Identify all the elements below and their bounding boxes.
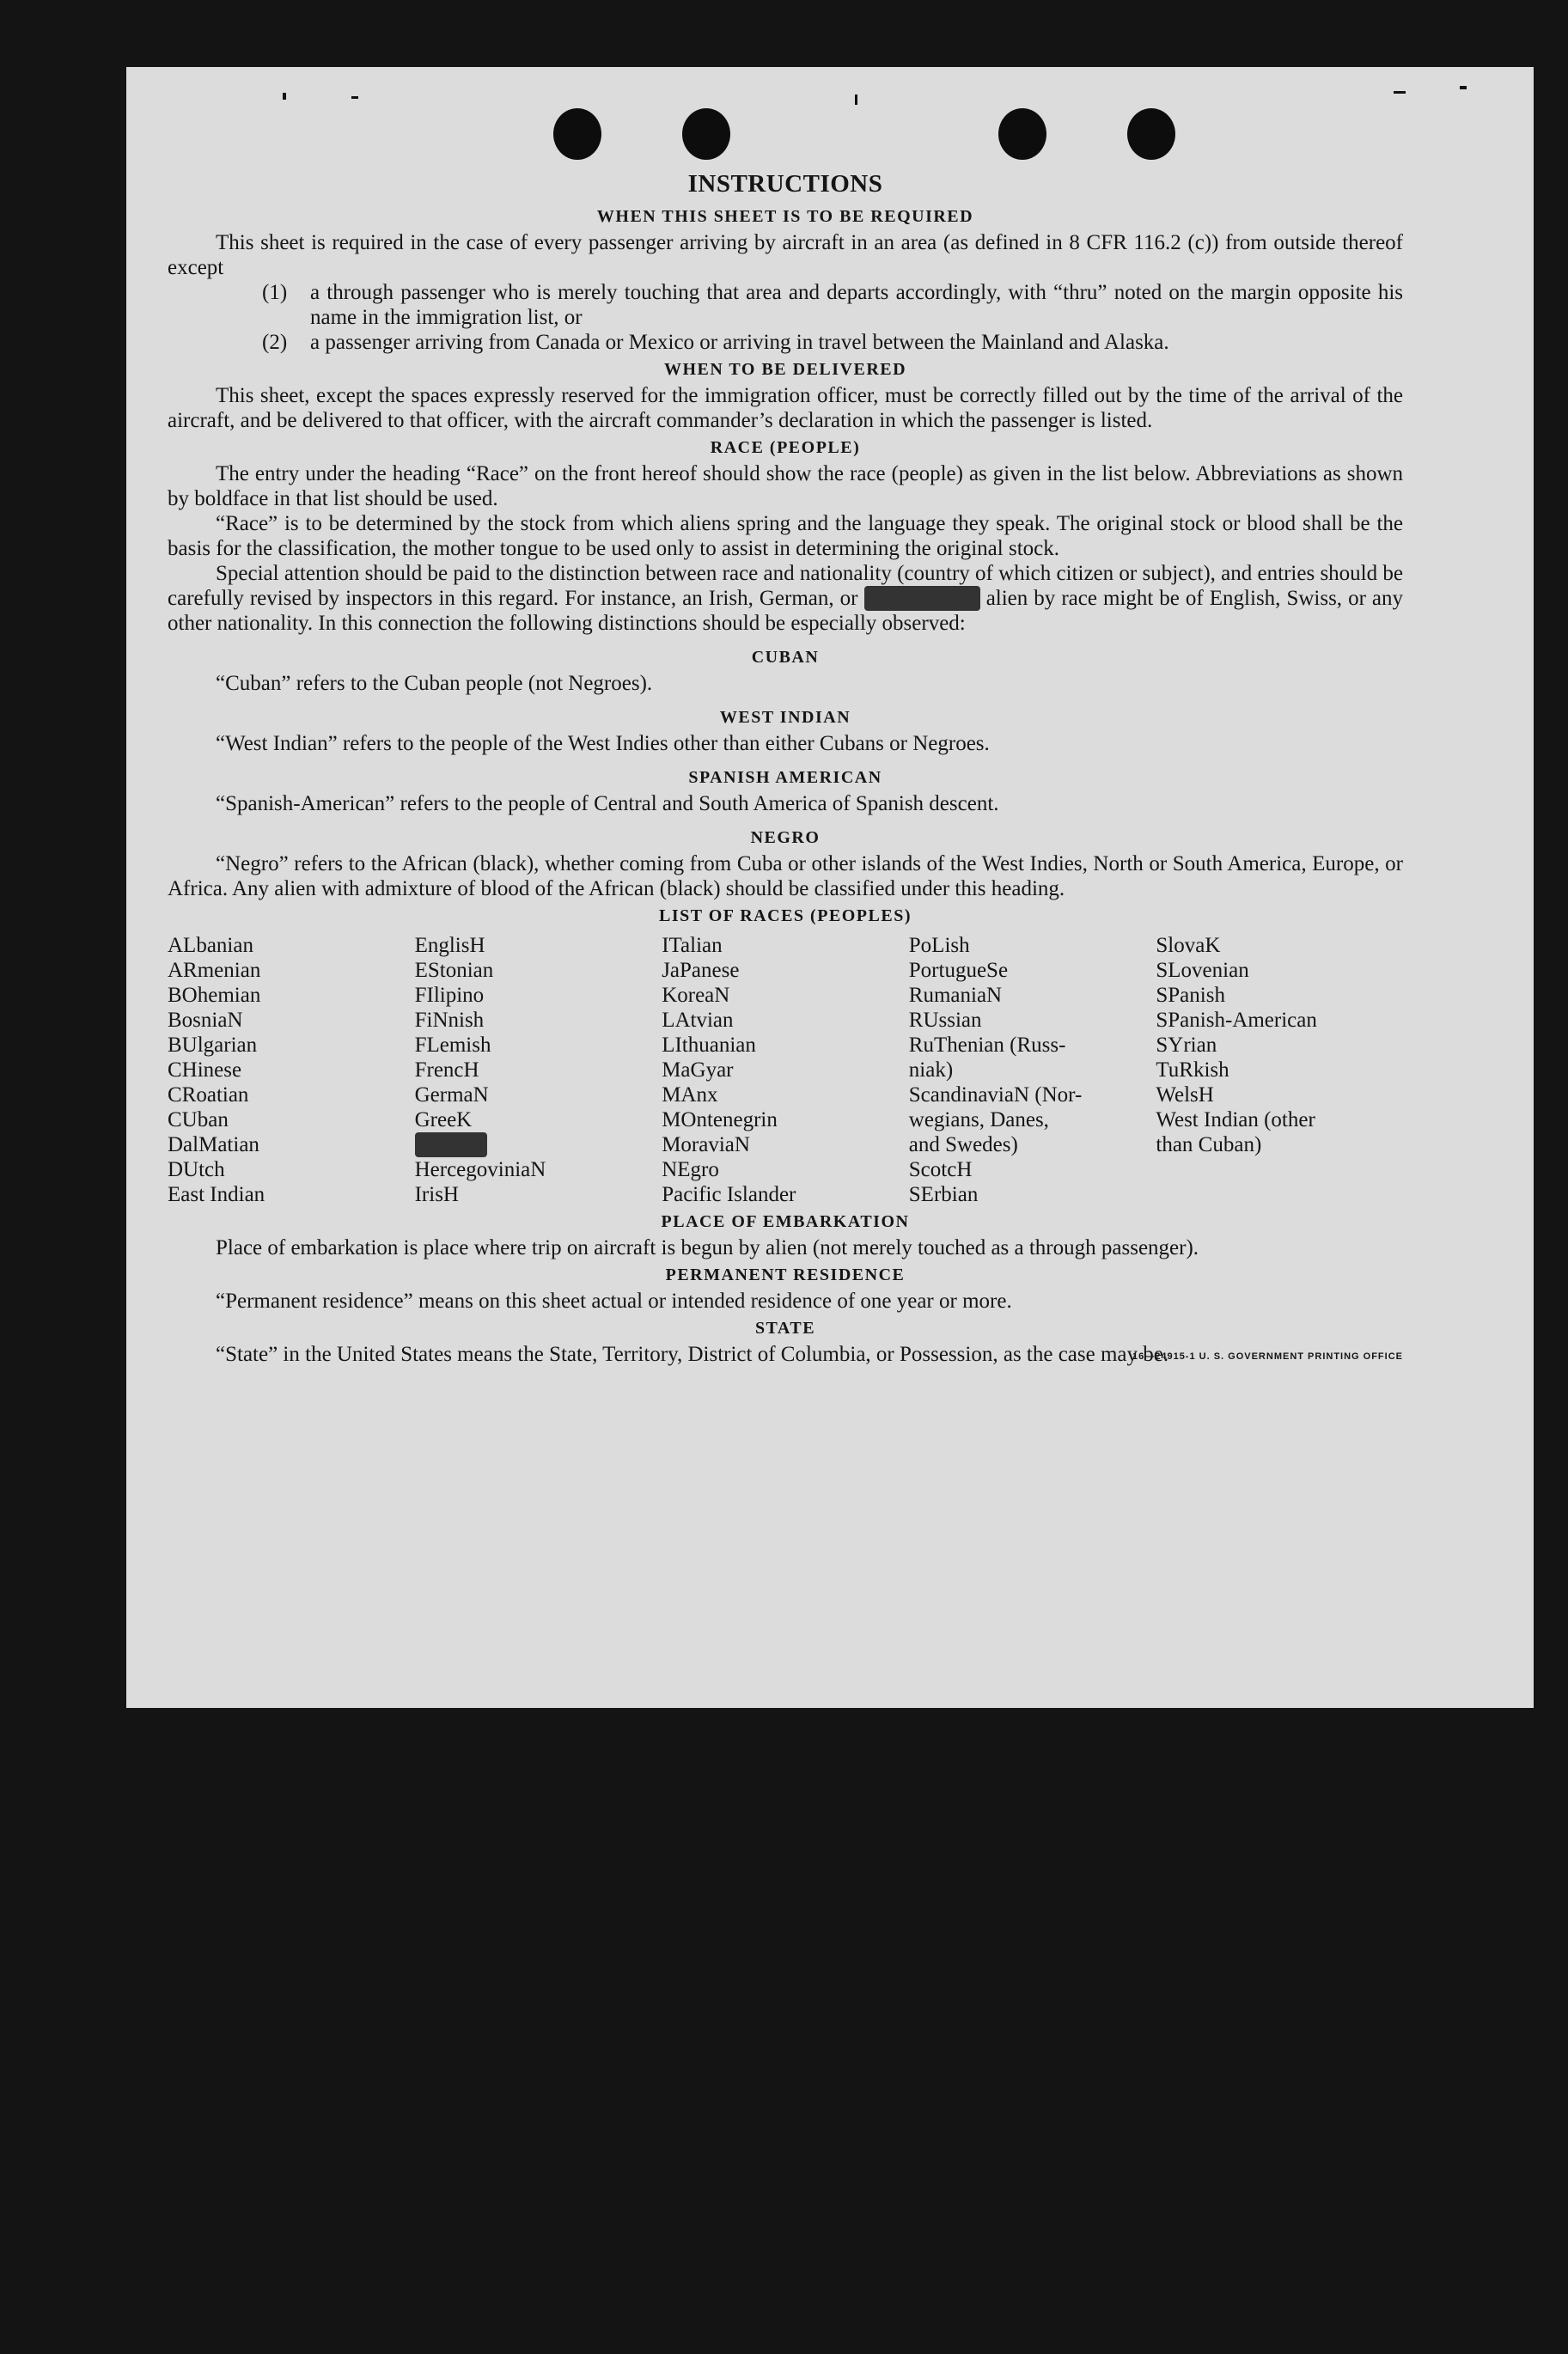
exception-number: (1) bbox=[262, 281, 288, 304]
delivered-text: This sheet, except the spaces expressly reserved for the immigration officer, must be correctly filled out by the time of the arrival of the aircraft, and be delivered to that officer, with the aircraft commander’s declaration in which the passenger is listed. bbox=[168, 384, 1403, 432]
race-entry: PoLish bbox=[908, 934, 970, 957]
races-list bbox=[168, 933, 1403, 1207]
race-entry: CUban bbox=[168, 1108, 229, 1131]
race-entry: CHinese bbox=[168, 1058, 242, 1082]
race-entry: BOhemian bbox=[168, 984, 261, 1007]
heading-race: RACE (PEOPLE) bbox=[710, 438, 861, 457]
west-indian-text: “West Indian” refers to the people of the West Indies other than either Cubans or Negroes. bbox=[216, 732, 990, 755]
races-column bbox=[1156, 933, 1403, 1207]
race-entry: SPanish-American bbox=[1156, 1009, 1317, 1032]
race-entry: RUssian bbox=[908, 1009, 982, 1032]
race-entry: WelsH bbox=[1156, 1083, 1214, 1107]
race-entry: KoreaN bbox=[662, 984, 730, 1007]
redacted-word: Hebrew bbox=[864, 586, 980, 611]
scan-mark bbox=[1394, 91, 1406, 94]
races-column bbox=[909, 933, 1156, 1207]
race-entry: MaGyar bbox=[662, 1058, 734, 1082]
form-code: 16—24915-1 U. S. GOVERNMENT PRINTING OFFICE bbox=[1132, 1351, 1403, 1362]
heading-required: WHEN THIS SHEET IS TO BE REQUIRED bbox=[596, 207, 974, 226]
race-entry: SlovaK bbox=[1156, 934, 1221, 957]
residence-text: “Permanent residence” means on this sheet actual or intended residence of one year or more. bbox=[216, 1290, 1012, 1313]
race-entry: PortugueSe bbox=[908, 959, 1009, 982]
punch-hole bbox=[998, 108, 1046, 160]
scan-mark bbox=[283, 93, 286, 100]
race-entry: SErbian bbox=[908, 1183, 979, 1206]
page-title: INSTRUCTIONS bbox=[687, 170, 883, 198]
race-paragraph: “Race” is to be determined by the stock from which aliens spring and the language they speak. The original stock or blood shall be the basis for the classification, the mother tongue to be used only to assist in determining the original stock. bbox=[168, 512, 1403, 560]
heading-list-of-races: LIST OF RACES (PEOPLES) bbox=[658, 906, 912, 925]
heading-cuban: CUBAN bbox=[751, 648, 820, 667]
race-entry: SPanish bbox=[1156, 984, 1225, 1007]
race-entry: EStonian bbox=[414, 959, 494, 982]
race-entry: CRoatian bbox=[168, 1083, 249, 1107]
race-entry: MoraviaN bbox=[662, 1133, 750, 1156]
race-entry: JaPanese bbox=[662, 959, 740, 982]
race-entry: FLemish bbox=[414, 1034, 491, 1057]
race-entry: East Indian bbox=[168, 1183, 265, 1206]
scan-mark bbox=[351, 96, 358, 99]
race-entry: Pacific Islander bbox=[662, 1183, 796, 1206]
negro-text: “Negro” refers to the African (black), whether coming from Cuba or other islands of the West Indies, North or South America, Europe, or Africa. Any alien with admixture of blood of the African (black) should be classified under this heading. bbox=[168, 852, 1403, 900]
exception-text: a passenger arriving from Canada or Mexico or arriving in travel between the Mainland and Alaska. bbox=[310, 331, 1169, 354]
race-entry: TuRkish bbox=[1156, 1058, 1229, 1082]
redacted-word: HebreW bbox=[414, 1133, 488, 1156]
exception-item bbox=[168, 280, 1403, 330]
race-entry: ARmenian bbox=[168, 959, 261, 982]
punch-hole bbox=[682, 108, 730, 160]
heading-negro: NEGRO bbox=[750, 828, 821, 847]
race-entry: EnglisH bbox=[414, 934, 485, 957]
race-paragraph-part: alien by race might be of English, Swiss, or any other nationality. In this connection the following distinctions should be especially observed: bbox=[168, 587, 1404, 635]
heading-delivered: WHEN TO BE DELIVERED bbox=[663, 360, 907, 379]
race-entry: FrencH bbox=[414, 1058, 479, 1082]
race-entry: SLovenian bbox=[1156, 959, 1249, 982]
race-entry: BUlgarian bbox=[168, 1034, 258, 1057]
race-paragraph: The entry under the heading “Race” on the front hereof should show the race (people) as given in the list below. Abbreviations as shown by boldface in that list should be used. bbox=[168, 462, 1403, 510]
exception-number: (2) bbox=[262, 331, 288, 354]
race-entry: GermaN bbox=[414, 1083, 489, 1107]
race-entry: ITalian bbox=[662, 934, 723, 957]
embarkation-text: Place of embarkation is place where trip on aircraft is begun by alien (not merely touched as a through passenger). bbox=[216, 1236, 1199, 1259]
exception-item bbox=[168, 330, 1403, 355]
race-entry: MOntenegrin bbox=[662, 1108, 778, 1131]
races-column bbox=[662, 933, 909, 1207]
race-entry: LAtvian bbox=[662, 1009, 734, 1032]
punch-hole bbox=[553, 108, 601, 160]
race-entry: West Indian (other than Cuban) bbox=[1156, 1108, 1315, 1156]
race-entry: HercegoviniaN bbox=[414, 1158, 546, 1181]
exception-text: a through passenger who is merely touching that area and departs accordingly, with “thru” noted on the margin opposite his name in the immigration list, or bbox=[310, 281, 1403, 329]
race-entry: DalMatian bbox=[168, 1133, 259, 1156]
race-paragraph-part: Special attention should be paid to the distinction between race and nationality (country of which citizen or subject), and entries should be carefully revised by inspectors in this regard. For instance, an Irish, German, or bbox=[168, 562, 1403, 610]
race-entry: FIlipino bbox=[414, 984, 485, 1007]
race-entry: GreeK bbox=[414, 1108, 473, 1131]
race-entry: ScandinaviaN (Nor- wegians, Danes, and Swedes) bbox=[908, 1083, 1083, 1156]
cuban-text: “Cuban” refers to the Cuban people (not Negroes). bbox=[216, 672, 653, 695]
race-entry: BosniaN bbox=[168, 1009, 243, 1032]
heading-residence: PERMANENT RESIDENCE bbox=[665, 1265, 906, 1284]
race-entry: LIthuanian bbox=[662, 1034, 756, 1057]
race-entry: NEgro bbox=[662, 1158, 719, 1181]
race-entry: RuThenian (Russ- niak) bbox=[908, 1034, 1066, 1082]
race-paragraph bbox=[168, 561, 1403, 636]
punch-hole bbox=[1127, 108, 1175, 160]
required-intro: This sheet is required in the case of every passenger arriving by aircraft in an area (as defined in 8 CFR 116.2 (c)) from outside thereof except bbox=[168, 231, 1403, 279]
race-entry: SYrian bbox=[1156, 1034, 1217, 1057]
race-entry: ALbanian bbox=[168, 934, 253, 957]
race-entry: MAnx bbox=[662, 1083, 718, 1107]
race-entry-redacted bbox=[415, 1132, 662, 1157]
form-sheet bbox=[126, 67, 1534, 1708]
heading-embarkation: PLACE OF EMBARKATION bbox=[661, 1212, 910, 1231]
race-entry: RumaniaN bbox=[908, 984, 1003, 1007]
race-entry: FiNnish bbox=[414, 1009, 485, 1032]
races-column bbox=[415, 933, 662, 1207]
heading-west-indian: WEST INDIAN bbox=[719, 708, 851, 727]
races-column bbox=[168, 933, 415, 1207]
state-text: “State” in the United States means the State, Territory, District of Columbia, or Possession, as the case may be. bbox=[216, 1343, 1169, 1366]
heading-state: STATE bbox=[754, 1319, 816, 1338]
race-entry: ScotcH bbox=[908, 1158, 973, 1181]
spanish-american-text: “Spanish-American” refers to the people of Central and South America of Spanish descent. bbox=[216, 792, 999, 815]
scan-mark bbox=[1460, 86, 1467, 89]
heading-spanish-american: SPANISH AMERICAN bbox=[688, 768, 882, 787]
race-entry: DUtch bbox=[168, 1158, 225, 1181]
race-entry: IrisH bbox=[414, 1183, 459, 1206]
scan-mark bbox=[855, 95, 857, 105]
